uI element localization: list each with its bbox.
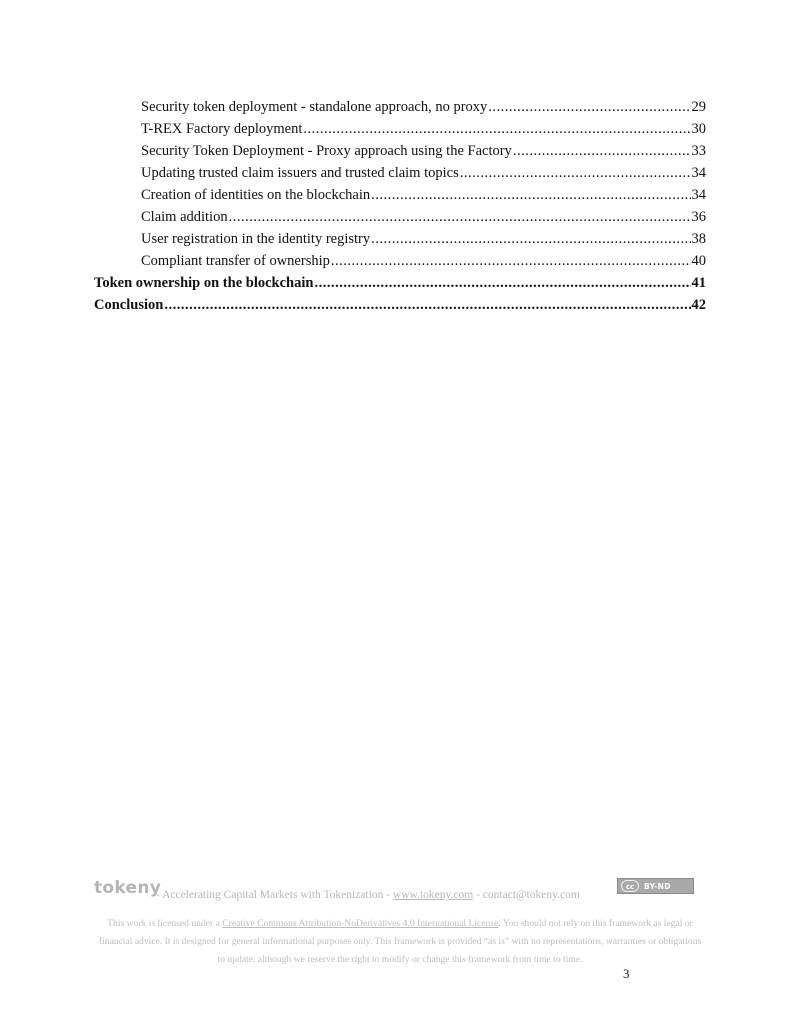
toc-entry[interactable]: [94, 96, 706, 118]
toc-entry[interactable]: [94, 140, 706, 162]
toc-leader-dots: [229, 206, 691, 228]
toc-leader-dots: [488, 96, 690, 118]
toc-entry[interactable]: [94, 228, 706, 250]
toc-entry[interactable]: [94, 162, 706, 184]
toc-entry[interactable]: [94, 184, 706, 206]
toc-entry-title: T-REX Factory deployment: [141, 121, 303, 137]
toc-entry-title: Compliant transfer of ownership: [141, 253, 330, 269]
toc-entry-title: Token ownership on the blockchain: [94, 275, 314, 291]
toc-entry-page: 29: [691, 99, 706, 115]
cc-icon: cc: [621, 880, 639, 892]
toc-entry[interactable]: [94, 272, 706, 294]
toc-entry[interactable]: [94, 294, 706, 316]
toc-leader-dots: [371, 228, 690, 250]
license-prefix: This work is licensed under a: [107, 918, 223, 929]
toc-entry-page: 30: [691, 121, 706, 137]
contact-email: - contact@tokeny.com: [473, 889, 580, 901]
website-link[interactable]: www.tokeny.com: [392, 889, 474, 901]
toc-leader-dots: [164, 294, 690, 316]
toc-leader-dots: [371, 184, 690, 206]
toc-entry-title: Security token deployment - standalone approach, no proxy: [141, 99, 488, 115]
toc-entry-page: 33: [691, 143, 706, 159]
toc-entry-title: Conclusion: [94, 297, 164, 313]
tokeny-logo: tokeny: [94, 878, 162, 898]
toc-entry-page: 36: [691, 209, 706, 225]
toc-entry-title: Security Token Deployment - Proxy approach using the Factory: [141, 143, 512, 159]
toc-entry-page: 42: [691, 297, 706, 313]
tagline-text: - Accelerating Capital Markets with Tokenization -: [156, 889, 393, 901]
toc-entry-title: Creation of identities on the blockchain: [141, 187, 371, 203]
cc-license-badge[interactable]: [617, 878, 694, 894]
toc-entry-title: Updating trusted claim issuers and trusted claim topics: [141, 165, 459, 181]
toc-leader-dots: [460, 162, 691, 184]
toc-entry[interactable]: [94, 118, 706, 140]
cc-badge-label: BY-ND: [644, 881, 671, 891]
license-link[interactable]: Creative Commons Attribution-NoDerivatives 4.0 International License: [222, 918, 499, 929]
license-disclaimer: . You should not rely on this framework as legal or financial advice. It is designed for general informational purposes only. This framework is provided “as is” with no representations, warranties or obligations to update, although we reserve the right to modify or change this framework from time to time.: [98, 918, 702, 965]
toc-leader-dots: [513, 140, 691, 162]
toc-entry-title: User registration in the identity registry: [141, 231, 371, 247]
page-footer: [94, 876, 706, 969]
table-of-contents: [94, 96, 706, 316]
toc-entry-page: 38: [691, 231, 706, 247]
toc-entry-page: 40: [691, 253, 706, 269]
toc-entry[interactable]: [94, 250, 706, 272]
page-number: 3: [623, 966, 630, 981]
footer-top-line: [94, 876, 706, 902]
toc-entry-title: Claim addition: [141, 209, 228, 225]
footer-tagline: [156, 889, 580, 901]
toc-leader-dots: [303, 118, 690, 140]
toc-entry-page: 41: [691, 275, 706, 291]
license-notice: [94, 915, 706, 969]
toc-entry-page: 34: [691, 187, 706, 203]
toc-leader-dots: [331, 250, 691, 272]
toc-entry-page: 34: [691, 165, 706, 181]
toc-leader-dots: [314, 272, 690, 294]
toc-entry[interactable]: [94, 206, 706, 228]
